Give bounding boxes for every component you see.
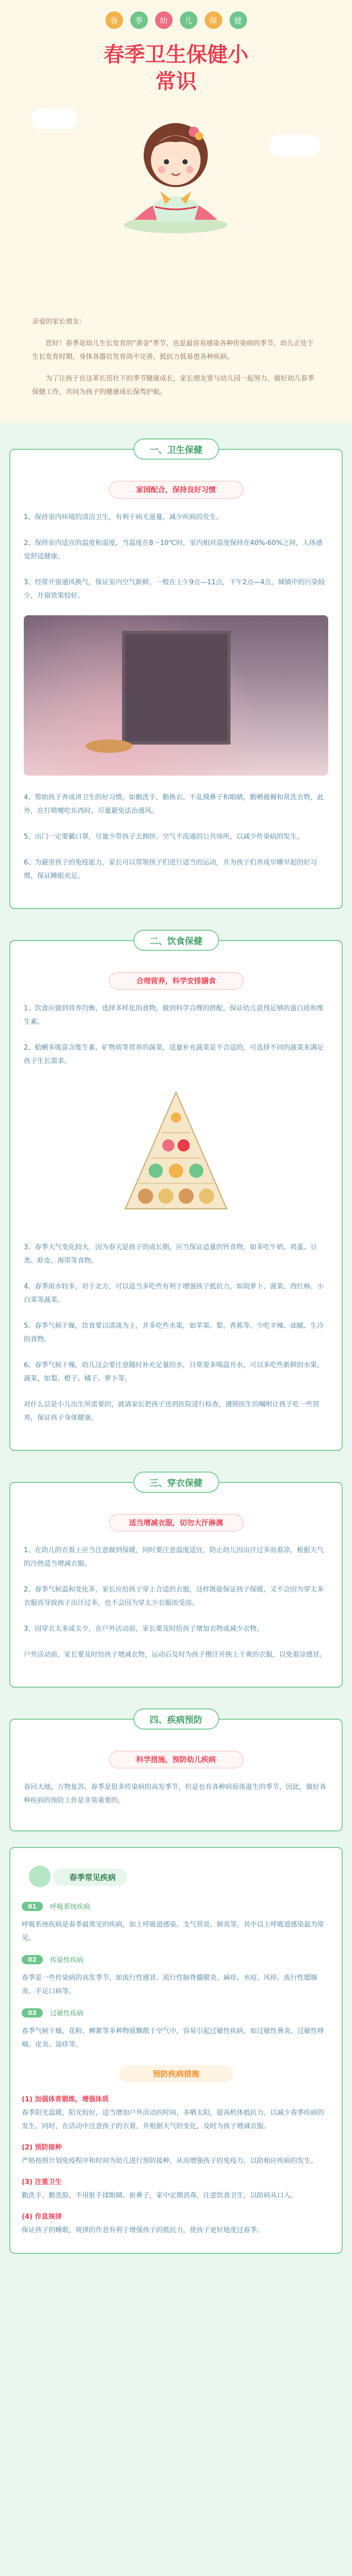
list-item: 3、春季天气变化较大，因为春天是孩子的成长期，应当保证适量的钙食物，如多吃牛奶、鸡蛋、豆类、虾皮、海带等食物。 xyxy=(24,1244,317,1265)
badge-2: 季 xyxy=(130,11,148,29)
section-clothing xyxy=(9,1478,343,1688)
disease-name: 呼吸系统疾病 xyxy=(50,1903,90,1911)
list-item: 4、帮助孩子养成讲卫生的好习惯，如勤洗手、勤换衣、不乱摸鼻子和眼睛，勤晒被褥和常洗衣物，此外，在打喷嚏吃东西时，尽量避免法治通风。 xyxy=(24,794,324,815)
list-item: 6、为避害孩子的免疫能力，家长可以带领孩子们进行适当的运动，并为孩子们养成早睡早起的好习惯，保证睡眠充足。 xyxy=(24,859,317,880)
disease-number: 03 xyxy=(22,2008,43,2018)
cloud-decoration xyxy=(31,109,78,129)
badge-3: 幼 xyxy=(155,11,173,29)
disease-name: 过敏性疾病 xyxy=(50,2010,84,2018)
letter-paragraph-2: 为了让孩子在这革长茁壮下的季节健康成长，家长朋友要与幼儿园一起努力，做好幼儿春季保健工作，共同为孩子的健康成长保驾护航。 xyxy=(32,375,315,396)
list-item: 2、蛤蜊多吸富含维生素、矿物质等营养的蔬菜，适量补充蔬菜是不合适的，可选择不同的蔬菜来满足孩子生长需求。 xyxy=(24,1044,324,1065)
disease-description: 春季气候干燥，花粉、柳絮等多种物质飘散于空气中，容易引起过敏性疾病，如过敏性鼻炎、过敏性哮喘、皮炎、湿疹等。 xyxy=(22,2027,325,2049)
list-item: 1、饮食应做到营养均衡，选择多样化的食物，做到科学合理的搭配，保证幼儿获得足够的蛋白质和维生素。 xyxy=(24,1005,324,1026)
disease-name: 传染性疾病 xyxy=(50,1957,84,1964)
section-title: 一、卫生保健 xyxy=(133,438,219,460)
list-item: 对什么总是小儿出生所需要的，就请家长把孩子送到医院进行检查，遵照医生的嘱咐让孩子吃一些营养，保证孩子身体健康。 xyxy=(24,1401,320,1422)
section-intro: 春回大地，万物复苏。春季是很多传染病的高发季节，但是也有各种病原体滋生的季节，因此，做好各种疾病的预防工作是非常重要的。 xyxy=(24,1783,327,1805)
window-illustration xyxy=(24,615,328,776)
list-item: 2、保持室内适宜的温度和湿度，当温度在8～10℃时，室内相对湿度保持在40%-60%之间，人体感觉舒适健康。 xyxy=(24,539,323,560)
header-banner xyxy=(0,0,352,315)
cloud-decoration xyxy=(269,134,320,156)
diseases-title: 春季常见疾病 xyxy=(53,1869,127,1886)
disease-number: 02 xyxy=(22,1955,43,1964)
section-title: 二、饮食保健 xyxy=(133,930,219,951)
disease-item-header xyxy=(22,1901,330,1911)
food-pyramid-illustration xyxy=(24,1081,328,1220)
disease-number: 01 xyxy=(22,1902,43,1911)
page-title xyxy=(0,41,352,95)
section-subtitle: 适当增减衣服，切勿大汗淋漓 xyxy=(109,1514,243,1532)
list-item: 3、因穿衣太多或太少，在户外活动前，家长要及时给孩子增加衣物或减少衣物。 xyxy=(24,1625,264,1633)
list-item: 5、出门一定要戴口罩，尽量少带孩子去拥挤、空气不流通的公共场所，以减少传染病的发生。 xyxy=(24,833,304,841)
prevention-heading: (1) 加强体育锻炼，增强体质 xyxy=(22,2096,109,2103)
section-subtitle: 合理营养，科学安排膳食 xyxy=(109,972,243,990)
list-item: 1、保持室内环境的清洁卫生，有利于病无滋蔓，减少疾病的发生。 xyxy=(24,513,223,521)
disease-item-header xyxy=(22,2008,330,2018)
prevention-text: 严格按照计划免疫程序和时间为幼儿进行预防接种，从而增强孩子的免疫力，以防相应疾病的发生。 xyxy=(22,2157,318,2165)
badge-6: 健 xyxy=(229,11,247,29)
prevention-text: 勤洗手、勤洗脸，不用脏手揉眼睛、抠鼻子，家中定期消毒，注意饮食卫生，以防病从口入。 xyxy=(22,2192,298,2200)
letter-section xyxy=(0,315,352,423)
list-item: 户外活动前，家长要及时给孩子增减衣物，运动后及时为孩子擦汗并换上干爽的衣服，以免着凉感冒。 xyxy=(24,1651,327,1659)
badge-4: 儿 xyxy=(180,11,197,29)
section-diet xyxy=(9,936,343,1451)
section-disease-prevention xyxy=(9,1715,343,1831)
prevention-heading: (3) 注重卫生 xyxy=(22,2178,62,2186)
list-item: 2、春季气候温和变化多，家长应给孩子穿上合适的衣服，这样既能保证孩子保暖，又不会因为穿太多衣服而导致孩子出汗过多，也不会因为穿太少衣服而受凉。 xyxy=(24,1586,324,1607)
list-item: 1、在幼儿的衣着上应当注意做到保暖，同时要注意温度适宜，防止幼儿因出汗过多而着凉，根据天气的冷热适当增减衣服。 xyxy=(24,1547,324,1568)
section-title: 三、穿衣保健 xyxy=(133,1472,219,1493)
disease-description: 呼吸系统疾病是春季最常见的疾病，如上呼吸道感染、支气管炎、肺炎等，其中以上呼吸道感染最为常见。 xyxy=(22,1921,325,1942)
section-subtitle: 家园配合，保持良好习惯 xyxy=(109,481,243,498)
disease-description: 春季是一些传染病的高发季节，如流行性感冒、流行性脑脊髓膜炎、麻疹、水痘、风疹、流行性腮腺炎、手足口病等。 xyxy=(22,1974,318,1995)
section-subtitle: 科学措施，预防幼儿疾病 xyxy=(109,1751,243,1768)
section-hygiene xyxy=(9,445,343,909)
badge-5: 保 xyxy=(205,11,222,29)
prevention-text: 保证孩子的睡眠，规律的作息有利于增强孩子的抵抗力，使孩子更好地度过春季。 xyxy=(22,2226,264,2234)
section-title: 四、疾病预防 xyxy=(133,1708,219,1730)
list-item: 6、春季气候干燥，幼儿这会要注意随时补充足量的水，日常要多喝温开水，可以多吃些新鲜的水果、蔬菜，如梨、橙子、橘子、萝卜等。 xyxy=(24,1361,324,1383)
list-item: 3、经常开窗通风换气，保证室内空气新鲜，一般在上午9点—11点，下午2点—4点，城镇中的污染较少，开窗效果较好。 xyxy=(24,579,325,600)
list-item: 4、春季雨水较多，对于北方，可以适当多吃些有利于增强孩子抵抗力，如胡萝卜、菠菜、西红柿、小白菜等蔬菜。 xyxy=(24,1283,324,1304)
girl-illustration xyxy=(116,101,235,235)
prevention-text: 春季阳光温暖，阳光较好，适当增加户外活动的时间，多晒太阳，提高机体抵抗力，以减少春季疾病的发生。同时，在活动中注意孩子的衣着，并根据天气的变化，及时为孩子增减衣服。 xyxy=(22,2109,325,2130)
prevention-heading: (4) 作息规律 xyxy=(22,2213,62,2221)
common-diseases-panel xyxy=(9,1847,343,2254)
badge-row xyxy=(0,11,352,29)
letter-greeting: 亲爱的家长朋友： xyxy=(32,318,86,326)
badge-1: 春 xyxy=(105,11,123,29)
title-line-2: 常识 xyxy=(155,70,197,94)
title-line-1: 春季卫生保健小 xyxy=(103,43,249,67)
prevention-heading: (2) 预防接种 xyxy=(22,2144,62,2151)
list-item: 5、春季气候干燥，饮食要以清淡为主，并多吃些水果，如苹果、梨、香蕉等，少吃辛辣、油腻、生冷的食物。 xyxy=(24,1322,324,1343)
disease-item-header xyxy=(22,1954,330,1964)
letter-paragraph-1: 您好！春季是幼儿生长发育的"黄金"季节，也是最容易感染各种传染病的季节，幼儿正处于生长发育时期，身体各器官发育尚不完善，抵抗力低易患各种疾病。 xyxy=(32,340,314,361)
prevention-title: 预防疾病措施 xyxy=(119,2065,233,2082)
